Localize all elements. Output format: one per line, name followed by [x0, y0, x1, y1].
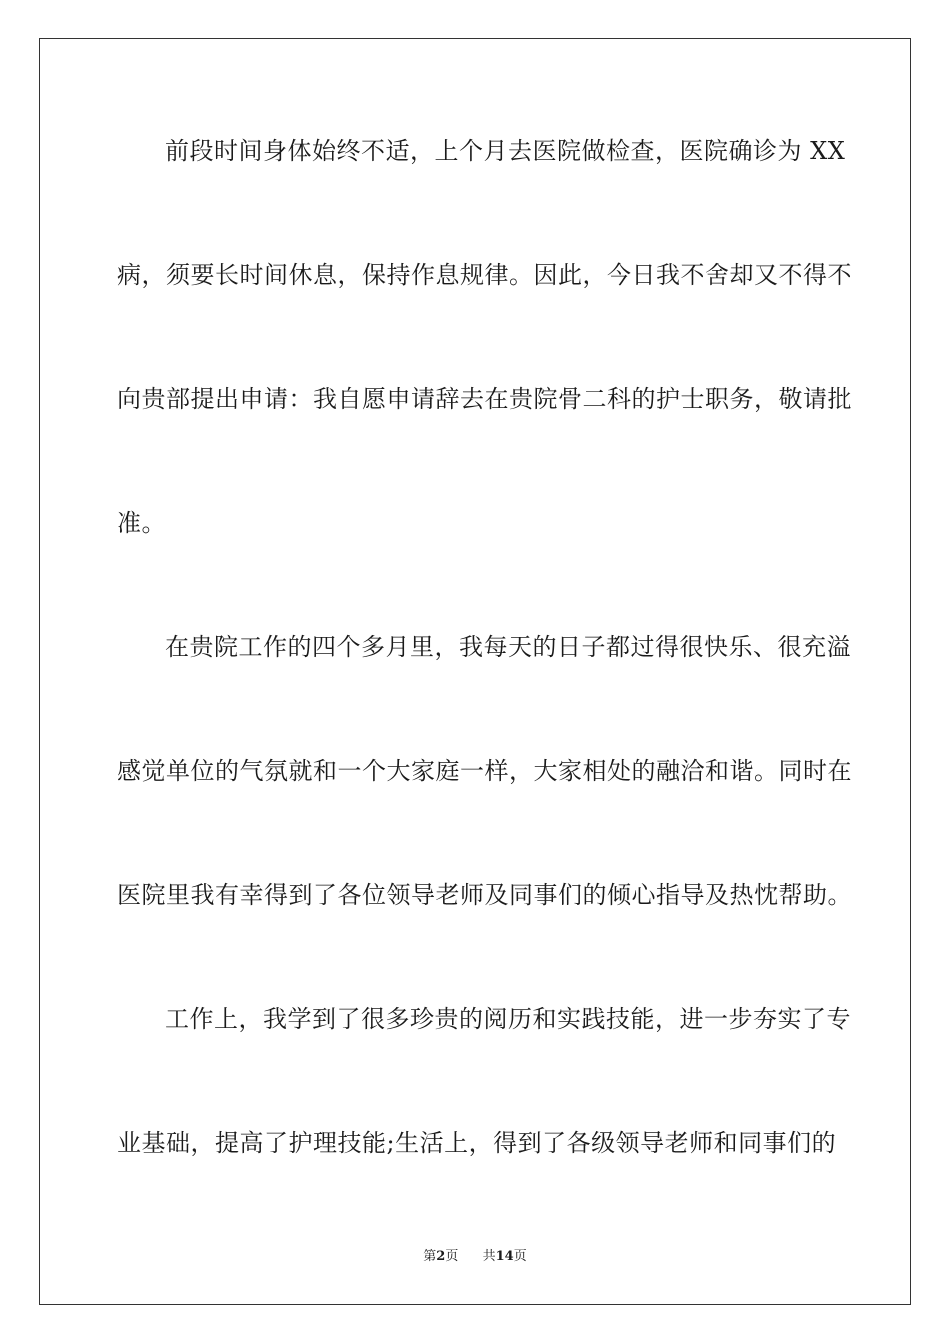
page-suffix: 页: [445, 1249, 459, 1264]
current-page: 2: [436, 1249, 446, 1264]
paragraph-line: 在贵院工作的四个多月里，我每天的日子都过得很快乐、很充溢: [165, 633, 851, 661]
paragraph-line: 前段时间身体始终不适，上个月去医院做检查，医院确诊为 XX: [165, 137, 846, 165]
paragraph-line: 业基础，提高了护理技能;生活上，得到了各级领导老师和同事们的: [117, 1129, 837, 1157]
page-footer: [0, 1248, 950, 1266]
page-frame: [39, 38, 911, 1305]
paragraph-line: 医院里我有幸得到了各位领导老师及同事们的倾心指导及热忱帮助。: [117, 881, 852, 909]
paragraph-line: 准。: [117, 509, 166, 537]
total-prefix: 共: [482, 1249, 496, 1264]
paragraph-line: 工作上，我学到了很多珍贵的阅历和实践技能，进一步夯实了专: [165, 1005, 851, 1033]
paragraph-line: 病，须要长时间休息，保持作息规律。因此，今日我不舍却又不得不: [117, 261, 852, 289]
page-prefix: 第: [423, 1249, 437, 1264]
page-number: [423, 1249, 462, 1264]
total-pages: 14: [495, 1249, 514, 1264]
page-total: [478, 1249, 526, 1264]
total-suffix: 页: [513, 1249, 527, 1264]
paragraph-line: 感觉单位的气氛就和一个大家庭一样，大家相处的融洽和谐。同时在: [117, 757, 852, 785]
paragraph-line: 向贵部提出申请：我自愿申请辞去在贵院骨二科的护士职务，敬请批: [117, 385, 852, 413]
